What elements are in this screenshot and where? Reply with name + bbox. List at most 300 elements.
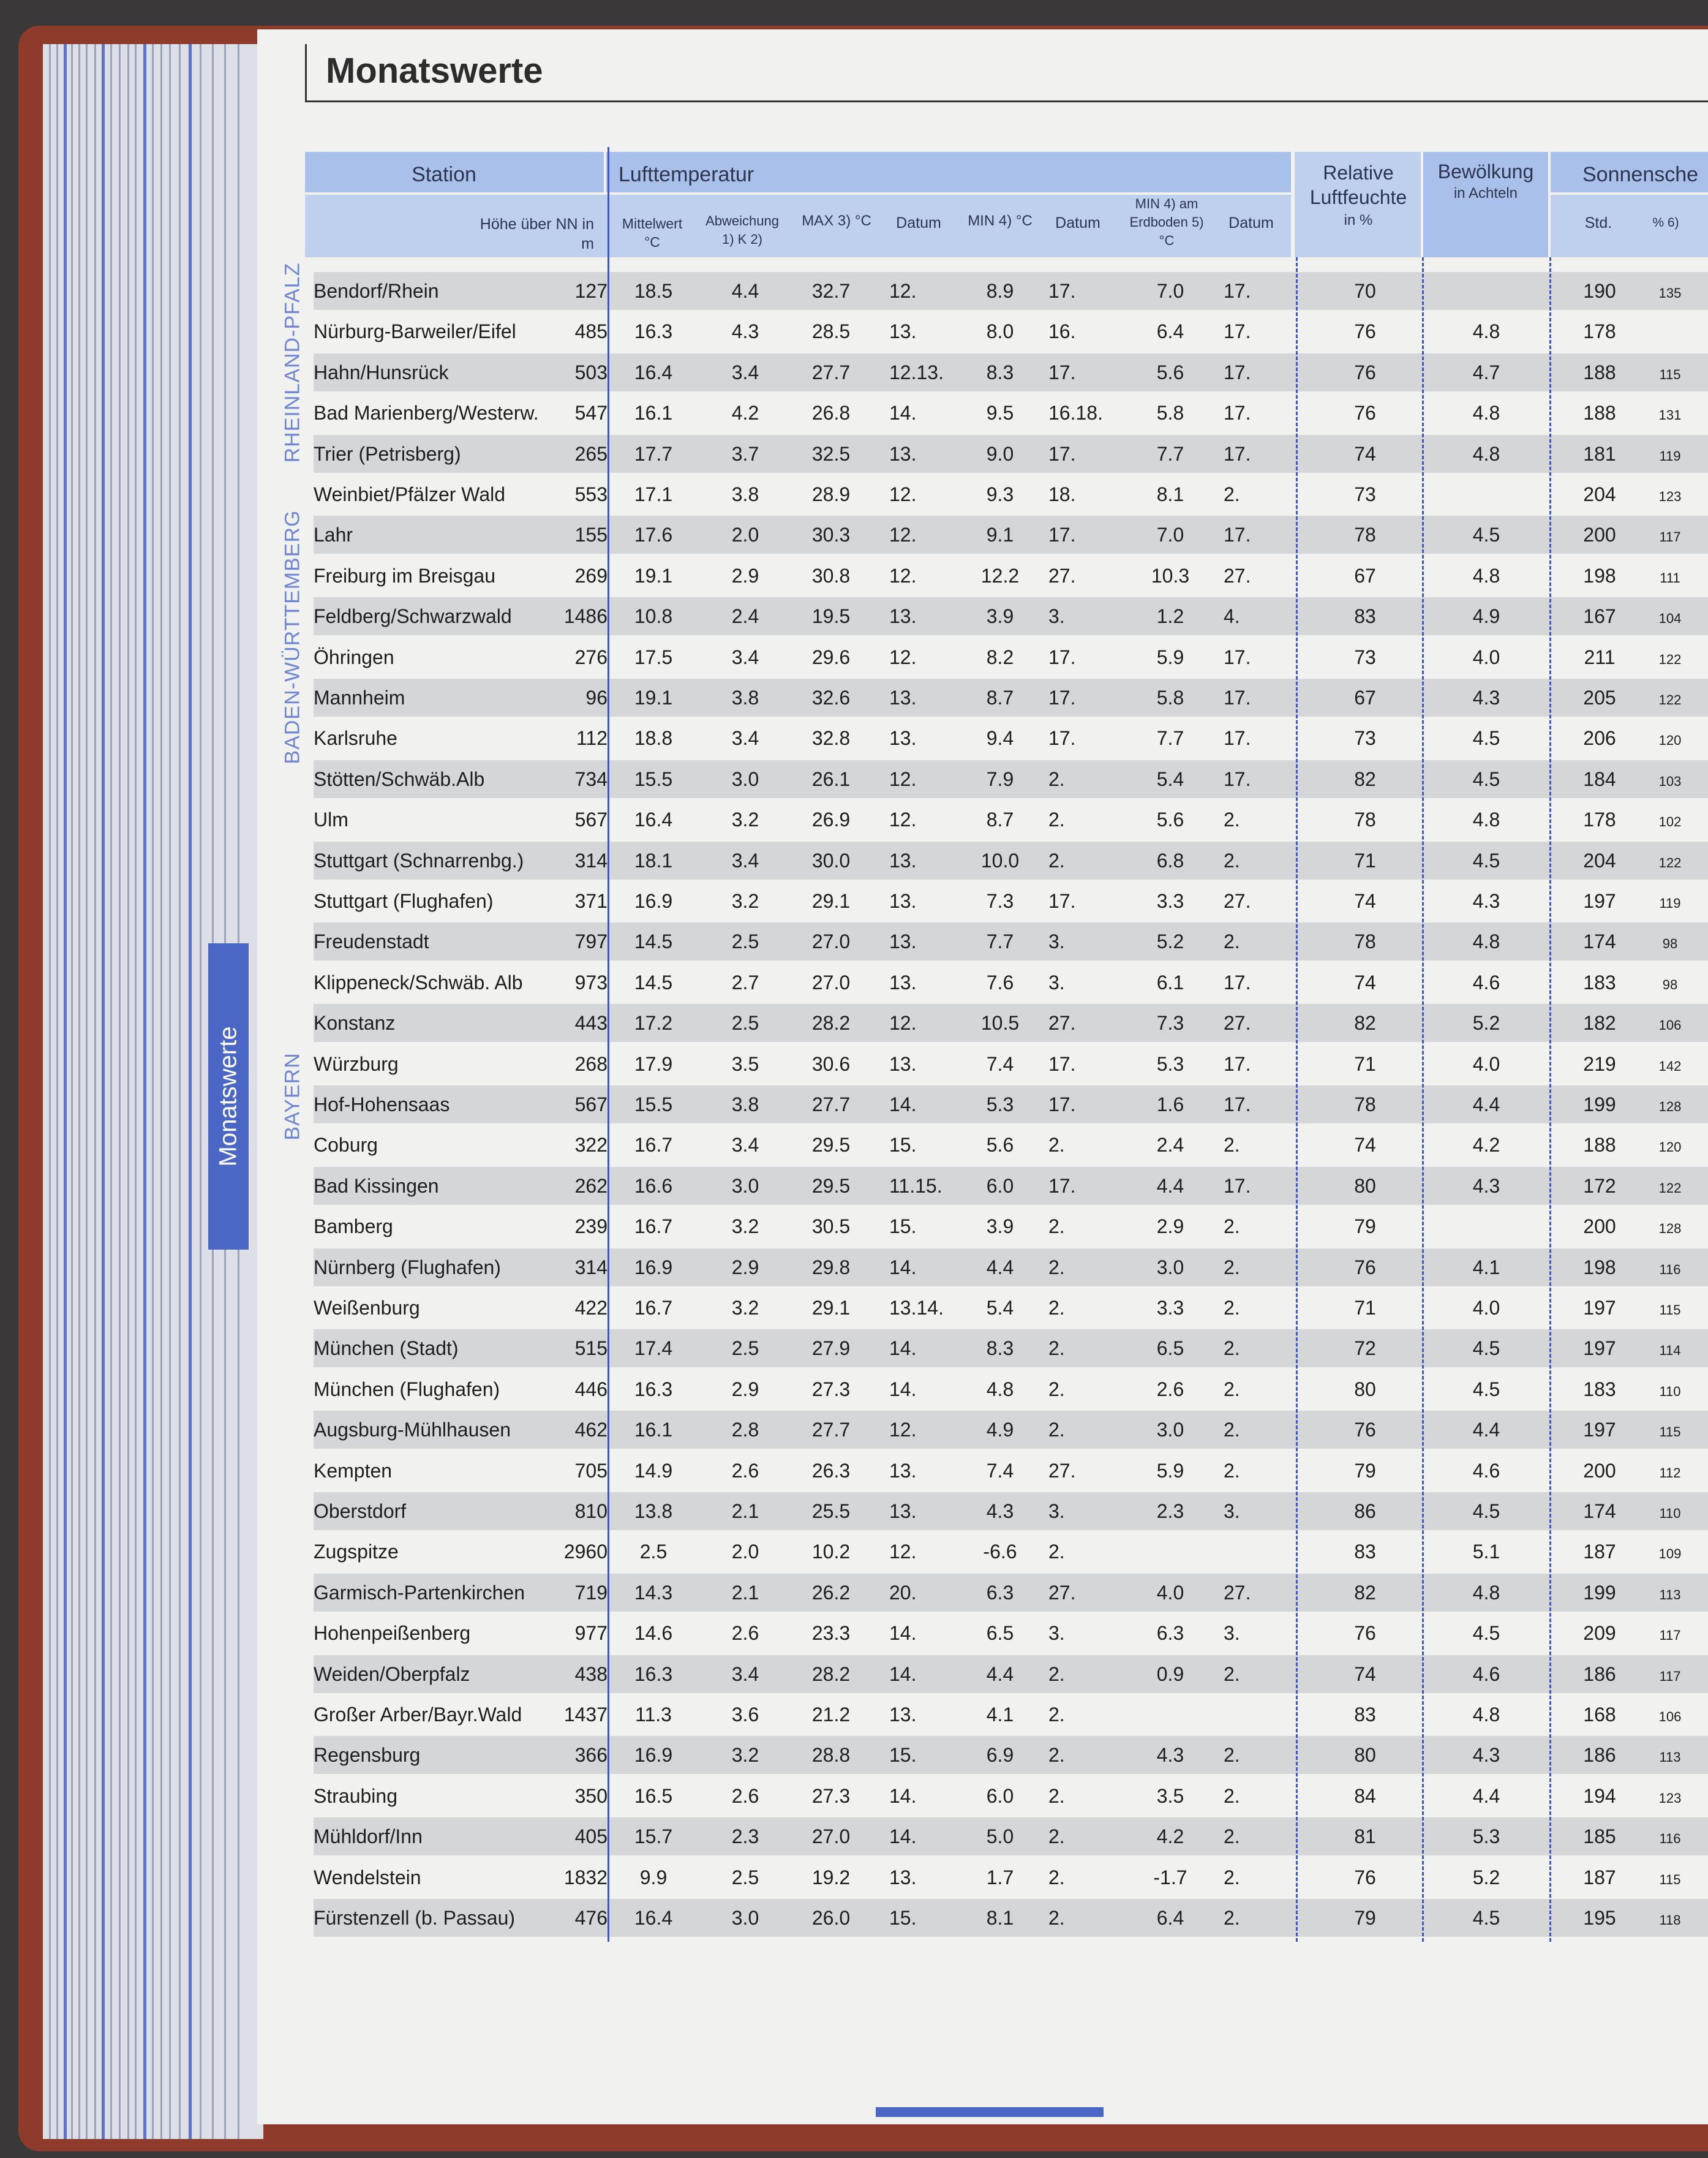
cell-abweichung: 3.2 bbox=[731, 890, 759, 912]
cell-max: 26.2 bbox=[811, 1582, 851, 1604]
cell-datum-boden: 2. bbox=[1224, 1256, 1240, 1278]
cell-min: 8.3 bbox=[986, 361, 1014, 383]
cell-max: 28.9 bbox=[811, 483, 851, 505]
cell-mittelwert: 10.8 bbox=[634, 605, 673, 627]
cell-datum-max: 14. bbox=[889, 1825, 917, 1847]
cell-min: 9.0 bbox=[986, 443, 1014, 465]
cell-datum-max: 13. bbox=[889, 890, 917, 912]
cell-abweichung: 3.6 bbox=[731, 1703, 759, 1726]
cell-height: 734 bbox=[574, 768, 608, 790]
header-bewoelkung-unit: in Achteln bbox=[1453, 185, 1518, 202]
cell-datum-min: 17. bbox=[1048, 727, 1076, 749]
cell-datum-min: 17. bbox=[1048, 890, 1076, 912]
cell-min: 6.0 bbox=[986, 1785, 1014, 1807]
cell-min-boden: 6.1 bbox=[1156, 971, 1184, 994]
cell-height: 269 bbox=[574, 565, 608, 587]
cell-rel-feuchte: 70 bbox=[1354, 280, 1376, 302]
cell-min: 1.7 bbox=[986, 1866, 1014, 1888]
cell-min-boden: 7.0 bbox=[1156, 524, 1184, 546]
table-row bbox=[314, 1736, 1708, 1774]
cell-min: -6.6 bbox=[983, 1541, 1017, 1563]
cell-station: Freiburg im Breisgau bbox=[314, 565, 495, 587]
cell-min: 3.9 bbox=[986, 1215, 1014, 1237]
page-edge bbox=[56, 44, 58, 2139]
cell-datum-boden: 2. bbox=[1224, 1337, 1240, 1359]
cell-datum-max: 13. bbox=[889, 850, 917, 872]
cell-height: 462 bbox=[574, 1419, 608, 1441]
header-datum2: Datum bbox=[1055, 214, 1100, 232]
cell-datum-min: 2. bbox=[1048, 1907, 1065, 1929]
cell-station: Stuttgart (Schnarrenbg.) bbox=[314, 850, 524, 872]
cell-max: 26.8 bbox=[811, 402, 851, 424]
cell-mittelwert: 13.8 bbox=[634, 1500, 673, 1522]
table-row bbox=[314, 1045, 1708, 1083]
cell-max: 27.9 bbox=[811, 1337, 851, 1359]
cell-datum-min: 2. bbox=[1048, 1297, 1065, 1319]
cell-datum-max: 13. bbox=[889, 1053, 917, 1075]
cell-sun-pct: 115 bbox=[1659, 1424, 1681, 1439]
cell-datum-max: 15. bbox=[889, 1134, 917, 1156]
cell-sun-pct: 123 bbox=[1658, 489, 1682, 504]
header-mittelwert: Mittelwert °C bbox=[622, 216, 683, 250]
cell-datum-boden: 27. bbox=[1224, 890, 1251, 912]
cell-station: Hahn/Hunsrück bbox=[314, 361, 449, 383]
cell-mittelwert: 17.9 bbox=[634, 1053, 673, 1075]
cell-max: 30.0 bbox=[811, 850, 851, 872]
cell-min-boden: -1.7 bbox=[1153, 1866, 1187, 1888]
cell-datum-min: 2. bbox=[1048, 1256, 1065, 1278]
cell-rel-feuchte: 76 bbox=[1354, 361, 1376, 383]
cell-sun-pct: 123 bbox=[1658, 1790, 1682, 1806]
cell-station: Stötten/Schwäb.Alb bbox=[314, 768, 485, 790]
cell-station: Ulm bbox=[314, 809, 348, 831]
cell-height: 547 bbox=[574, 402, 608, 424]
cell-datum-boden: 4. bbox=[1224, 605, 1240, 627]
cell-datum-boden: 2. bbox=[1224, 1866, 1240, 1888]
cell-mittelwert: 15.7 bbox=[634, 1825, 673, 1847]
cell-datum-max: 12. bbox=[889, 524, 917, 546]
cell-datum-max: 13. bbox=[889, 930, 917, 953]
cell-min-boden: 5.2 bbox=[1156, 930, 1184, 953]
cell-min: 7.4 bbox=[986, 1460, 1014, 1482]
cell-datum-min: 2. bbox=[1048, 1215, 1065, 1237]
header-abweichung: Abweichung 1) K 2) bbox=[705, 213, 779, 247]
cell-rel-feuchte: 76 bbox=[1354, 1256, 1376, 1278]
cell-datum-min: 2. bbox=[1048, 1663, 1065, 1685]
cell-min: 8.9 bbox=[986, 280, 1014, 302]
page-edge bbox=[127, 44, 129, 2139]
table-row bbox=[314, 353, 1708, 391]
cell-station: Garmisch-Partenkirchen bbox=[314, 1582, 525, 1604]
cell-bewoelkung: 4.5 bbox=[1472, 1907, 1500, 1929]
cell-rel-feuchte: 67 bbox=[1354, 687, 1376, 709]
cell-min-boden: 8.1 bbox=[1156, 483, 1184, 505]
cell-height: 265 bbox=[574, 443, 608, 465]
cell-sun-hours: 182 bbox=[1583, 1012, 1616, 1034]
cell-datum-max: 13. bbox=[889, 1866, 917, 1888]
cell-height: 443 bbox=[574, 1012, 608, 1034]
cell-sun-pct: 113 bbox=[1659, 1749, 1681, 1765]
cell-abweichung: 2.4 bbox=[731, 605, 759, 627]
cell-sun-hours: 172 bbox=[1583, 1175, 1616, 1197]
cell-sun-hours: 200 bbox=[1583, 524, 1616, 546]
cell-rel-feuchte: 67 bbox=[1354, 565, 1376, 587]
header-datum3: Datum bbox=[1228, 214, 1274, 232]
cell-min: 7.3 bbox=[986, 890, 1014, 912]
cell-height: 705 bbox=[574, 1460, 608, 1482]
cell-datum-max: 14. bbox=[889, 1663, 917, 1685]
cell-mittelwert: 14.6 bbox=[634, 1622, 673, 1644]
cell-min-boden: 0.9 bbox=[1156, 1663, 1184, 1685]
cell-max: 19.5 bbox=[811, 605, 851, 627]
cell-height: 810 bbox=[574, 1500, 608, 1522]
cell-rel-feuchte: 84 bbox=[1354, 1785, 1376, 1807]
table-divider-temp bbox=[1296, 257, 1298, 1942]
cell-rel-feuchte: 78 bbox=[1354, 930, 1376, 953]
table-row bbox=[314, 1207, 1708, 1245]
cell-bewoelkung: 4.6 bbox=[1472, 1663, 1500, 1685]
cell-abweichung: 2.6 bbox=[731, 1785, 759, 1807]
cell-rel-feuchte: 74 bbox=[1354, 971, 1376, 994]
table-row bbox=[314, 1533, 1708, 1571]
cell-rel-feuchte: 82 bbox=[1354, 1582, 1376, 1604]
state-label-rheinland-pfalz: RHEINLAND-PFALZ bbox=[280, 262, 304, 463]
cell-datum-min: 27. bbox=[1048, 565, 1076, 587]
cell-min: 4.3 bbox=[986, 1500, 1014, 1522]
page-edge bbox=[110, 44, 112, 2139]
cell-sun-pct: 128 bbox=[1658, 1099, 1682, 1114]
cell-mittelwert: 14.3 bbox=[634, 1582, 673, 1604]
cell-rel-feuchte: 71 bbox=[1354, 1297, 1376, 1319]
table-row bbox=[314, 964, 1708, 1002]
cell-sun-hours: 198 bbox=[1583, 565, 1616, 587]
page-edge bbox=[94, 44, 96, 2139]
cell-abweichung: 2.6 bbox=[731, 1460, 759, 1482]
cell-sun-pct: 110 bbox=[1659, 1506, 1681, 1521]
cell-sun-pct: 106 bbox=[1658, 1017, 1682, 1033]
cell-sun-hours: 185 bbox=[1583, 1825, 1616, 1847]
cell-min: 4.8 bbox=[986, 1378, 1014, 1400]
cell-min: 7.9 bbox=[986, 768, 1014, 790]
cell-bewoelkung: 4.8 bbox=[1472, 443, 1500, 465]
cell-sun-pct: 142 bbox=[1658, 1058, 1682, 1074]
cell-datum-boden: 17. bbox=[1224, 687, 1251, 709]
cell-sun-hours: 181 bbox=[1583, 443, 1616, 465]
cell-abweichung: 3.4 bbox=[731, 727, 759, 749]
cell-sun-pct: 104 bbox=[1658, 611, 1682, 626]
cell-bewoelkung: 4.8 bbox=[1472, 1703, 1500, 1726]
cell-rel-feuchte: 78 bbox=[1354, 1093, 1376, 1115]
cell-sun-pct: 131 bbox=[1658, 407, 1682, 423]
cell-datum-min: 3. bbox=[1048, 971, 1065, 994]
cell-min-boden: 7.3 bbox=[1156, 1012, 1184, 1034]
cell-sun-hours: 186 bbox=[1583, 1744, 1616, 1766]
cell-datum-min: 2. bbox=[1048, 1825, 1065, 1847]
cell-datum-boden: 2. bbox=[1224, 1825, 1240, 1847]
cell-datum-boden: 2. bbox=[1224, 1378, 1240, 1400]
cell-mittelwert: 16.9 bbox=[634, 1744, 673, 1766]
cell-max: 23.3 bbox=[811, 1622, 851, 1644]
table-row bbox=[314, 922, 1708, 960]
table-row bbox=[314, 719, 1708, 757]
table-row bbox=[314, 1899, 1708, 1937]
cell-min: 8.7 bbox=[986, 687, 1014, 709]
cell-abweichung: 3.4 bbox=[731, 646, 759, 668]
cell-bewoelkung: 4.4 bbox=[1472, 1419, 1500, 1441]
cell-datum-max: 12.13. bbox=[889, 361, 944, 383]
cell-abweichung: 2.1 bbox=[731, 1500, 759, 1522]
cell-datum-min: 2. bbox=[1048, 1337, 1065, 1359]
table-row bbox=[314, 1289, 1708, 1327]
cell-height: 155 bbox=[574, 524, 608, 546]
cell-min-boden: 6.4 bbox=[1156, 320, 1184, 342]
cell-sun-pct: 117 bbox=[1659, 1669, 1681, 1684]
cell-rel-feuchte: 79 bbox=[1354, 1460, 1376, 1482]
cell-datum-max: 13. bbox=[889, 1460, 917, 1482]
cell-sun-hours: 168 bbox=[1583, 1703, 1616, 1726]
cell-min-boden: 6.3 bbox=[1156, 1622, 1184, 1644]
page-edge bbox=[64, 44, 67, 2139]
cell-min: 8.7 bbox=[986, 809, 1014, 831]
page-edge bbox=[143, 44, 146, 2139]
cell-mittelwert: 16.7 bbox=[634, 1134, 673, 1156]
cell-min-boden: 4.4 bbox=[1156, 1175, 1184, 1197]
cell-station: Klippeneck/Schwäb. Alb bbox=[314, 971, 523, 994]
cell-sun-hours: 190 bbox=[1583, 280, 1616, 302]
cell-sun-pct: 122 bbox=[1658, 652, 1682, 667]
cell-datum-boden: 17. bbox=[1224, 320, 1251, 342]
cell-min: 8.2 bbox=[986, 646, 1014, 668]
cell-max: 32.8 bbox=[811, 727, 851, 749]
cell-datum-max: 12. bbox=[889, 768, 917, 790]
cell-datum-min: 2. bbox=[1048, 850, 1065, 872]
cell-station: Lahr bbox=[314, 524, 353, 546]
cell-station: Freudenstadt bbox=[314, 930, 429, 953]
cell-rel-feuchte: 80 bbox=[1354, 1175, 1376, 1197]
cell-bewoelkung: 4.5 bbox=[1472, 1500, 1500, 1522]
cell-station: Karlsruhe bbox=[314, 727, 397, 749]
cell-sun-pct: 135 bbox=[1658, 285, 1682, 301]
page-edge bbox=[71, 44, 73, 2139]
cell-mittelwert: 16.3 bbox=[634, 320, 673, 342]
cell-max: 29.1 bbox=[811, 1297, 851, 1319]
cell-abweichung: 3.4 bbox=[731, 850, 759, 872]
cell-datum-min: 27. bbox=[1048, 1460, 1076, 1482]
cell-rel-feuchte: 73 bbox=[1354, 483, 1376, 505]
cell-datum-max: 13. bbox=[889, 687, 917, 709]
table-row bbox=[314, 1614, 1708, 1652]
cell-datum-boden: 17. bbox=[1224, 727, 1251, 749]
cell-min-boden: 3.5 bbox=[1156, 1785, 1184, 1807]
cell-datum-max: 14. bbox=[889, 1622, 917, 1644]
cell-height: 371 bbox=[574, 890, 608, 912]
cell-station: Weißenburg bbox=[314, 1297, 420, 1319]
cell-sun-pct: 117 bbox=[1659, 529, 1681, 545]
cell-sun-hours: 174 bbox=[1583, 1500, 1616, 1522]
cell-sun-hours: 197 bbox=[1583, 890, 1616, 912]
cell-bewoelkung: 4.2 bbox=[1472, 1134, 1500, 1156]
table-row bbox=[314, 679, 1708, 717]
cell-datum-max: 12. bbox=[889, 280, 917, 302]
cell-max: 30.8 bbox=[811, 565, 851, 587]
cell-datum-min: 3. bbox=[1048, 930, 1065, 953]
cell-datum-boden: 2. bbox=[1224, 1460, 1240, 1482]
cell-max: 28.2 bbox=[811, 1663, 851, 1685]
table-row bbox=[314, 1329, 1708, 1367]
cell-max: 25.5 bbox=[811, 1500, 851, 1522]
cell-min-boden: 6.4 bbox=[1156, 1907, 1184, 1929]
cell-bewoelkung: 4.9 bbox=[1472, 605, 1500, 627]
cell-datum-max: 14. bbox=[889, 1256, 917, 1278]
cell-datum-min: 2. bbox=[1048, 1541, 1065, 1563]
cell-min: 9.1 bbox=[986, 524, 1014, 546]
cell-datum-min: 17. bbox=[1048, 280, 1076, 302]
cell-sun-hours: 194 bbox=[1583, 1785, 1616, 1807]
cell-max: 32.5 bbox=[811, 443, 851, 465]
cell-max: 28.5 bbox=[811, 320, 851, 342]
cell-min-boden: 3.3 bbox=[1156, 890, 1184, 912]
header-max: MAX 3) °C bbox=[802, 213, 871, 229]
table-row bbox=[314, 842, 1708, 880]
cell-max: 27.0 bbox=[811, 971, 851, 994]
cell-height: 1437 bbox=[563, 1703, 608, 1726]
cell-rel-feuchte: 83 bbox=[1354, 1541, 1376, 1563]
cell-datum-min: 17. bbox=[1048, 687, 1076, 709]
cell-datum-min: 2. bbox=[1048, 768, 1065, 790]
cell-rel-feuchte: 74 bbox=[1354, 1663, 1376, 1685]
cell-min-boden: 5.6 bbox=[1156, 361, 1184, 383]
cell-height: 127 bbox=[574, 280, 608, 302]
cell-station: Konstanz bbox=[314, 1012, 396, 1034]
cell-height: 515 bbox=[574, 1337, 608, 1359]
cell-station: Hof-Hohensaas bbox=[314, 1093, 450, 1115]
cell-mittelwert: 14.5 bbox=[634, 930, 673, 953]
cell-sun-hours: 174 bbox=[1583, 930, 1616, 953]
cell-datum-boden: 3. bbox=[1224, 1622, 1240, 1644]
cell-datum-boden: 2. bbox=[1224, 1907, 1240, 1929]
cell-abweichung: 2.0 bbox=[731, 1541, 759, 1563]
cell-rel-feuchte: 82 bbox=[1354, 1012, 1376, 1034]
cell-mittelwert: 19.1 bbox=[634, 565, 673, 587]
table-row bbox=[314, 1574, 1708, 1612]
cell-abweichung: 2.5 bbox=[731, 1866, 759, 1888]
cell-max: 28.8 bbox=[811, 1744, 851, 1766]
cell-min: 5.3 bbox=[986, 1093, 1014, 1115]
cell-sun-hours: 204 bbox=[1583, 483, 1616, 505]
cell-bewoelkung: 4.0 bbox=[1472, 646, 1500, 668]
cell-datum-max: 15. bbox=[889, 1744, 917, 1766]
cell-sun-hours: 209 bbox=[1583, 1622, 1616, 1644]
cell-height: 438 bbox=[574, 1663, 608, 1685]
header-rel-feuchte: Relative Luftfeuchte bbox=[1309, 162, 1407, 208]
cell-bewoelkung: 4.4 bbox=[1472, 1785, 1500, 1807]
cell-datum-boden: 2. bbox=[1224, 850, 1240, 872]
cell-datum-boden: 17. bbox=[1224, 361, 1251, 383]
cell-station: Großer Arber/Bayr.Wald bbox=[314, 1703, 522, 1726]
cell-sun-hours: 178 bbox=[1583, 809, 1616, 831]
cell-station: Feldberg/Schwarzwald bbox=[314, 605, 512, 627]
table-divider-station bbox=[608, 147, 609, 1942]
cell-min-boden: 4.0 bbox=[1156, 1582, 1184, 1604]
cell-datum-min: 2. bbox=[1048, 1703, 1065, 1726]
cell-bewoelkung: 4.5 bbox=[1472, 727, 1500, 749]
cell-mittelwert: 16.9 bbox=[634, 1256, 673, 1278]
cell-datum-boden: 17. bbox=[1224, 646, 1251, 668]
cell-height: 2960 bbox=[563, 1541, 608, 1563]
cell-station: München (Flughafen) bbox=[314, 1378, 500, 1400]
cell-bewoelkung: 4.5 bbox=[1472, 524, 1500, 546]
table-row bbox=[314, 1858, 1708, 1896]
cell-max: 30.5 bbox=[811, 1215, 851, 1237]
cell-mittelwert: 16.7 bbox=[634, 1215, 673, 1237]
cell-mittelwert: 16.4 bbox=[634, 1907, 673, 1929]
cell-datum-min: 27. bbox=[1048, 1582, 1076, 1604]
cell-rel-feuchte: 71 bbox=[1354, 1053, 1376, 1075]
cell-station: Kempten bbox=[314, 1460, 393, 1482]
cell-max: 28.2 bbox=[811, 1012, 851, 1034]
table-row bbox=[314, 1167, 1708, 1205]
cell-datum-max: 13. bbox=[889, 320, 917, 342]
cell-datum-max: 13. bbox=[889, 1500, 917, 1522]
cell-abweichung: 4.2 bbox=[731, 402, 759, 424]
cell-rel-feuchte: 76 bbox=[1354, 1866, 1376, 1888]
cell-datum-boden: 2. bbox=[1224, 1785, 1240, 1807]
cell-station: Bad Kissingen bbox=[314, 1175, 439, 1197]
cell-rel-feuchte: 83 bbox=[1354, 605, 1376, 627]
cell-min: 9.3 bbox=[986, 483, 1014, 505]
cell-min-boden: 7.7 bbox=[1156, 727, 1184, 749]
cell-height: 1832 bbox=[563, 1866, 608, 1888]
cell-height: 553 bbox=[574, 483, 608, 505]
cell-sun-hours: 205 bbox=[1583, 687, 1616, 709]
cell-datum-max: 14. bbox=[889, 402, 917, 424]
cell-bewoelkung: 4.3 bbox=[1472, 890, 1500, 912]
header-height: Höhe über NN in m bbox=[480, 216, 594, 252]
cell-datum-boden: 2. bbox=[1224, 1663, 1240, 1685]
cell-station: Nürburg-Barweiler/Eifel bbox=[314, 320, 516, 342]
cell-rel-feuchte: 78 bbox=[1354, 524, 1376, 546]
cell-datum-min: 27. bbox=[1048, 1012, 1076, 1034]
cell-max: 30.3 bbox=[811, 524, 851, 546]
cell-min-boden: 6.5 bbox=[1156, 1337, 1184, 1359]
cell-min: 6.5 bbox=[986, 1622, 1014, 1644]
cell-max: 27.7 bbox=[811, 1093, 851, 1115]
cell-max: 27.7 bbox=[811, 361, 851, 383]
cell-max: 26.1 bbox=[811, 768, 851, 790]
cell-min: 10.0 bbox=[980, 850, 1020, 872]
cell-min: 6.9 bbox=[986, 1744, 1014, 1766]
cell-mittelwert: 16.5 bbox=[634, 1785, 673, 1807]
cell-bewoelkung: 4.5 bbox=[1472, 850, 1500, 872]
cell-max: 27.0 bbox=[811, 930, 851, 953]
cell-abweichung: 2.3 bbox=[731, 1825, 759, 1847]
cell-max: 32.7 bbox=[811, 280, 851, 302]
header-min-boden: MIN 4) am Erdboden 5) °C bbox=[1129, 196, 1204, 248]
table-row bbox=[314, 1248, 1708, 1286]
cell-mittelwert: 16.4 bbox=[634, 809, 673, 831]
cell-mittelwert: 15.5 bbox=[634, 1093, 673, 1115]
cell-station: Mannheim bbox=[314, 687, 405, 709]
cell-min: 4.4 bbox=[986, 1256, 1014, 1278]
cell-height: 96 bbox=[585, 687, 608, 709]
page-title: Monatswerte bbox=[326, 51, 543, 91]
cell-mittelwert: 16.6 bbox=[634, 1175, 673, 1197]
cell-abweichung: 3.0 bbox=[731, 768, 759, 790]
cell-min-boden: 5.8 bbox=[1156, 402, 1184, 424]
cell-max: 27.3 bbox=[811, 1785, 851, 1807]
header-bewoelkung: Bewölkung bbox=[1437, 160, 1534, 183]
cell-sun-pct: 115 bbox=[1659, 1302, 1681, 1318]
